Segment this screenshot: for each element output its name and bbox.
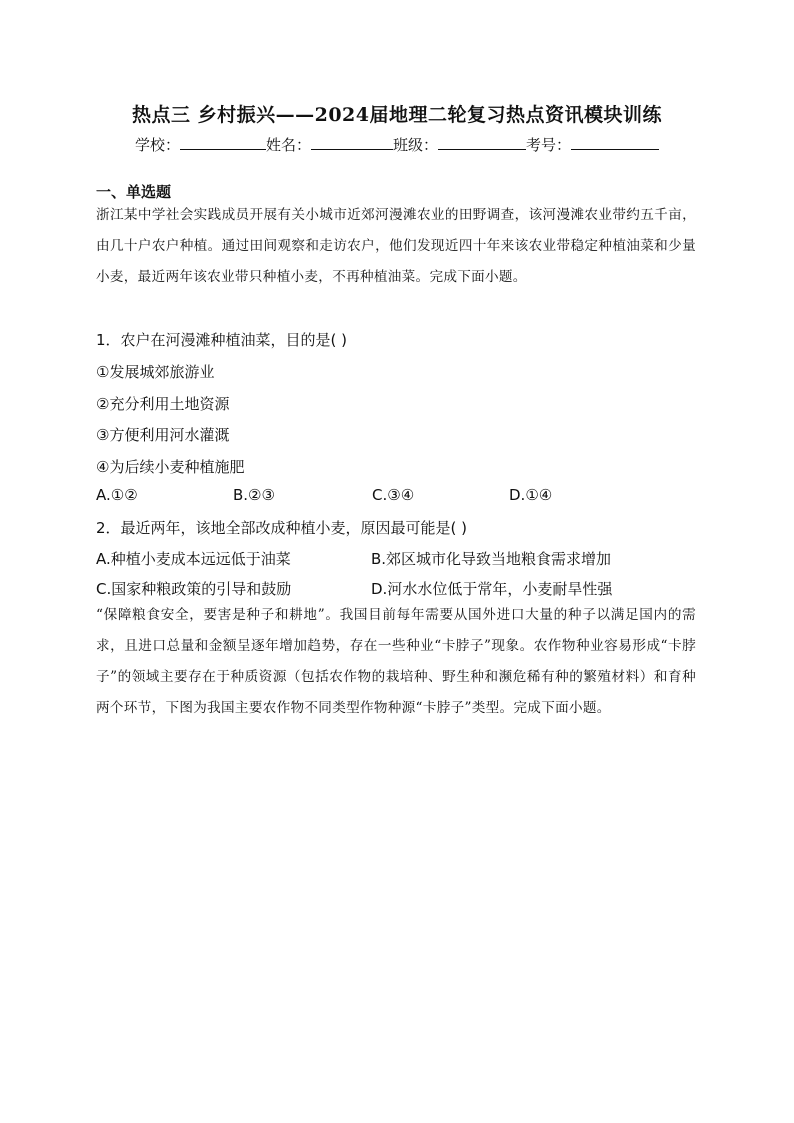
reading-passage-2: “保障粮食安全，要害是种子和耕地”。我国目前每年需要从国外进口大量的种子以满足国内的需求，且进口总量和金额呈逐年增加趋势，存在一些种业“卡脖子”现象。农作物种业容易形成“卡脖子”的领域主要存在于种质资源（包括农作物的栽培种、野生种和濒危稀有种的繁殖材料）和育种两个环节，下图为我国主要农作物不同类型作物种源“卡脖子”类型。完成下面小题。 — [96, 607, 696, 716]
question-1-statement-3: ③方便利用河水灌溉 — [96, 426, 230, 444]
question-1-statement-2: ②充分利用土地资源 — [96, 395, 230, 413]
question-2-option-a: A.种植小麦成本远远低于油菜 — [96, 550, 291, 568]
student-info-row — [0, 134, 794, 155]
school-blank — [180, 135, 266, 150]
section-heading: 一、单选题 — [96, 183, 172, 201]
class-label: 班级： — [393, 136, 439, 154]
question-1-statement-1: ①发展城郊旅游业 — [96, 363, 215, 381]
number-label: 考号： — [526, 136, 572, 154]
question-2-option-d: D.河水水位低于常年，小麦耐旱性强 — [371, 580, 613, 598]
question-1-option-a: A.①② — [96, 486, 138, 504]
name-label: 姓名： — [265, 136, 311, 154]
question-1-option-b: B.②③ — [233, 486, 275, 504]
school-label: 学校： — [134, 136, 180, 154]
question-1-option-d: D.①④ — [509, 486, 553, 504]
number-blank — [571, 135, 659, 150]
reading-passage-1: 浙江某中学社会实践成员开展有关小城市近郊河漫滩农业的田野调查，该河漫滩农业带约五千亩，由几十户农户种植。通过田间观察和走访农户，他们发现近四十年来该农业带稳定种植油菜和少量小麦，最近两年该农业带只种植小麦，不再种植油菜。完成下面小题。 — [96, 207, 696, 285]
question-2-stem: 2．最近两年，该地全部改成种植小麦，原因最可能是( ) — [96, 519, 468, 537]
question-1-statement-4: ④为后续小麦种植施肥 — [96, 458, 245, 476]
class-blank — [438, 135, 526, 150]
page-title: 热点三 乡村振兴——2024届地理二轮复习热点资讯模块训练 — [132, 104, 662, 126]
question-2-option-c: C.国家种粮政策的引导和鼓励 — [96, 580, 292, 598]
question-1-option-c: C.③④ — [372, 486, 415, 504]
question-1-stem: 1．农户在河漫滩种植油菜，目的是( ) — [96, 331, 348, 349]
name-blank — [311, 135, 393, 150]
question-2-option-b: B.郊区城市化导致当地粮食需求增加 — [371, 550, 612, 568]
